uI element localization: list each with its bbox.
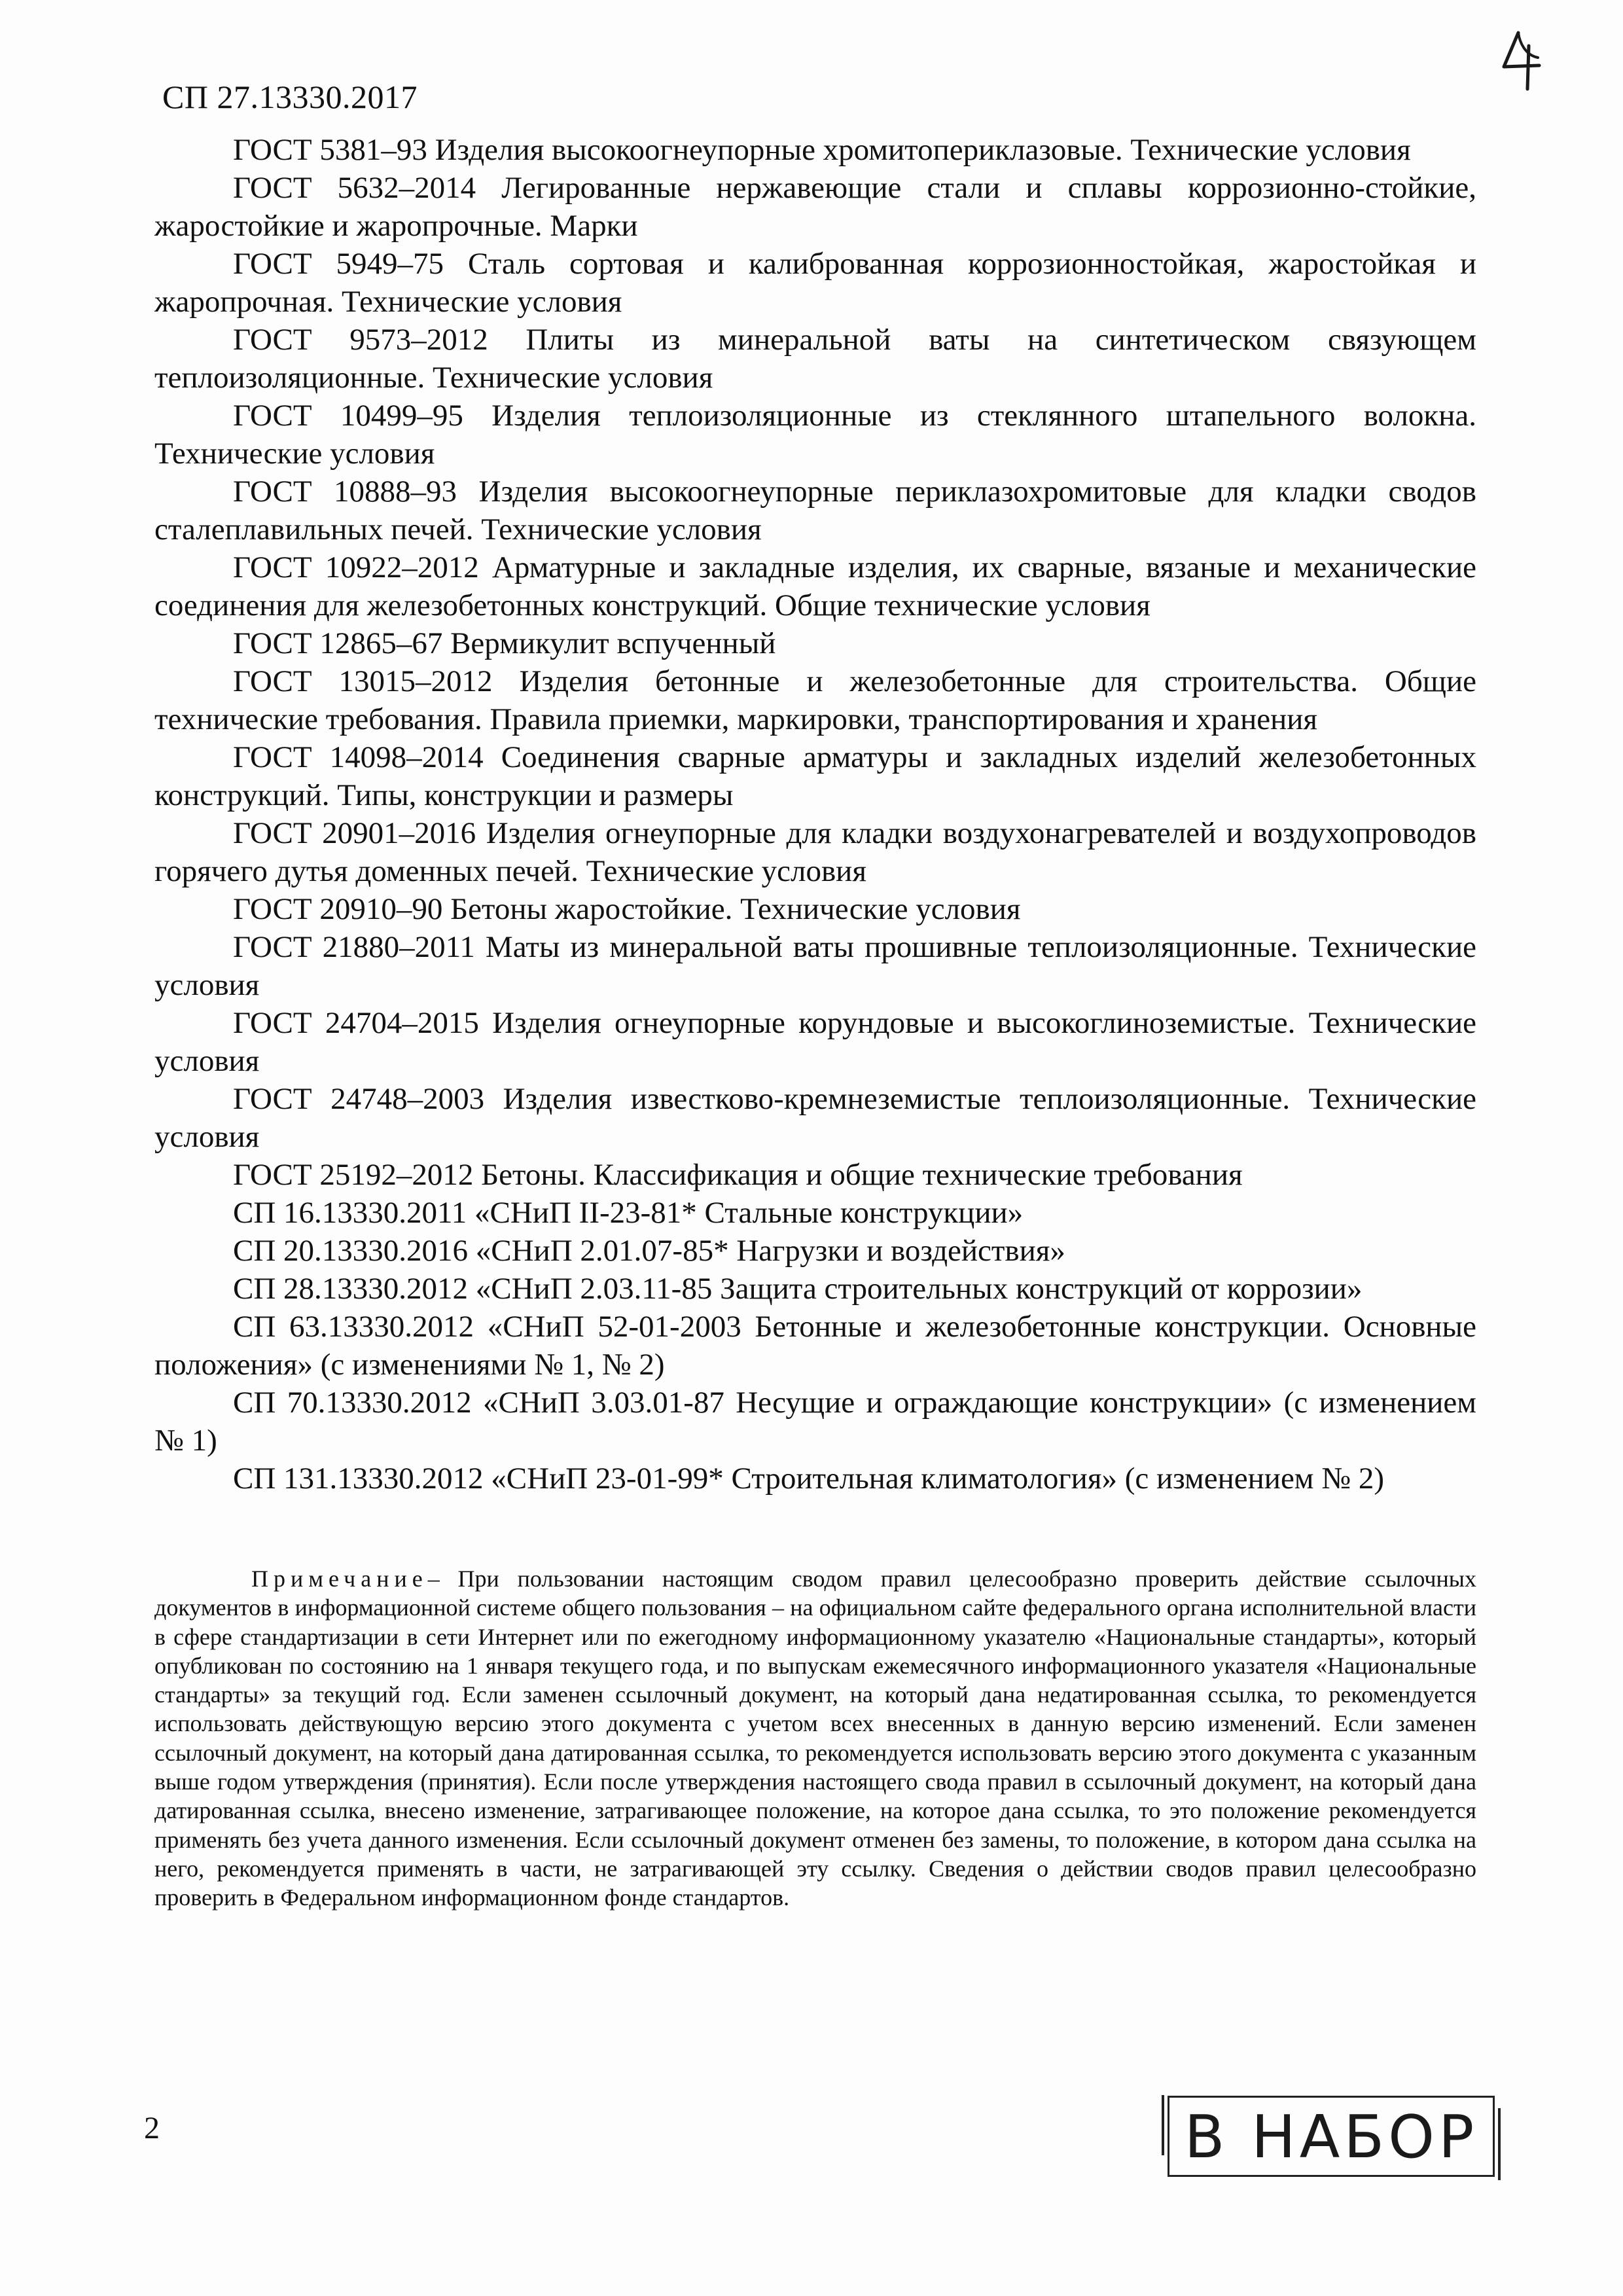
reference-item: ГОСТ 9573–2012 Плиты из минеральной ваты на синтетическом связующем теплоизоляционные. Технические условия <box>154 323 1476 395</box>
reference-item: ГОСТ 25192–2012 Бетоны. Классификация и общие технические требования <box>233 1158 1243 1192</box>
reference-item: ГОСТ 10888–93 Изделия высокоогнеупорные периклазохромитовые для кладки сводов сталеплавильных печей. Технические условия <box>154 475 1476 547</box>
reference-item: ГОСТ 20910–90 Бетоны жаростойкие. Технические условия <box>233 892 1021 926</box>
reference-item: ГОСТ 20901–2016 Изделия огнеупорные для кладки воздухонагревателей и воздухопроводов горячего дутья доменных печей. Технические условия <box>154 816 1476 888</box>
stamp-box <box>1168 2096 1495 2177</box>
handwritten-page-mark <box>1499 29 1551 92</box>
reference-item: СП 28.13330.2012 «СНиП 2.03.11-85 Защита строительных конструкций от коррозии» <box>233 1272 1363 1306</box>
reference-item: СП 20.13330.2016 «СНиП 2.01.07-85* Нагрузки и воздействия» <box>233 1234 1065 1268</box>
note-label: Примечание <box>251 1566 428 1592</box>
document-code: СП 27.13330.2017 <box>162 79 418 115</box>
reference-item: ГОСТ 5632–2014 Легированные нержавеющие стали и сплавы коррозионно-стойкие, жаростойкие и жаропрочные. Марки <box>154 171 1476 243</box>
note-paragraph <box>154 1564 1476 1912</box>
reference-item: СП 16.13330.2011 «СНиП II-23-81* Стальные конструкции» <box>233 1196 1024 1230</box>
reference-item: ГОСТ 12865–67 Вермикулит вспученный <box>233 626 776 660</box>
normative-references-list <box>154 131 1476 1498</box>
stamp-text: В НАБОР <box>1184 2103 1478 2172</box>
reference-item: ГОСТ 13015–2012 Изделия бетонные и железобетонные для строительства. Общие технические требования. Правила приемки, маркировки, транспортирования и хранения <box>154 664 1476 736</box>
reference-item: ГОСТ 5949–75 Сталь сортовая и калиброванная коррозионностойкая, жаростойкая и жаропрочная. Технические условия <box>154 247 1476 319</box>
reference-item: СП 131.13330.2012 «СНиП 23-01-99* Строительная климатология» (с изменением № 2) <box>233 1462 1385 1496</box>
reference-item: ГОСТ 14098–2014 Соединения сварные арматуры и закладных изделий железобетонных конструкций. Типы, конструкции и размеры <box>154 740 1476 812</box>
reference-item: СП 70.13330.2012 «СНиП 3.03.01-87 Несущие и ограждающие конструкции» (с изменением № 1) <box>154 1386 1476 1458</box>
reference-item: ГОСТ 24704–2015 Изделия огнеупорные корундовые и высокоглиноземистые. Технические условия <box>154 1006 1476 1078</box>
reference-item: ГОСТ 10922–2012 Арматурные и закладные изделия, их сварные, вязаные и механические соединения для железобетонных конструкций. Общие технические условия <box>154 550 1476 622</box>
reference-item: ГОСТ 5381–93 Изделия высокоогнеупорные хромитопериклазовые. Технические условия <box>233 133 1411 167</box>
reference-item: ГОСТ 10499–95 Изделия теплоизоляционные из стеклянного штапельного волокна. Технические условия <box>154 399 1476 471</box>
page-number: 2 <box>144 2111 160 2145</box>
reference-item: ГОСТ 24748–2003 Изделия известково-кремнеземистые теплоизоляционные. Технические условия <box>154 1082 1476 1154</box>
note-text: – При пользовании настоящим сводом правил целесообразно проверить действие ссылочных документов в информационной системе общего пользования – на официальном сайте федерального органа исполнительной власти в сфере стандартизации в сети Интернет или по ежегодному информационному указателю «Национальные стандарты», который опубликован по состоянию на 1 января текущего года, и по выпускам ежемесячного информационного указателя «Национальные стандарты» за текущий год. Если заменен ссылочный документ, на который дана недатированная ссылка, то рекомендуется использовать действующую версию этого документа с учетом всех внесенных в данную версию изменений. Если заменен ссылочный документ, на который дана датированная ссылка, то рекомендуется использовать версию этого документа с указанным выше годом утверждения (принятия). Если после утверждения настоящего свода правил в ссылочный документ, на который дана датированная ссылка, внесено изменение, затрагивающее положение, на которое дана ссылка, то это положение рекомендуется применять без учета данного изменения. Если ссылочный документ отменен без замены, то положение, в котором дана ссылка на него, рекомендуется применять в части, не затрагивающей эту ссылку. Сведения о действии сводов правил целесообразно проверить в Федеральном информационном фонде стандартов. <box>154 1566 1476 1911</box>
reference-item: ГОСТ 21880–2011 Маты из минеральной ваты прошивные теплоизоляционные. Технические условия <box>154 930 1476 1002</box>
reference-item: СП 63.13330.2012 «СНиП 52-01-2003 Бетонные и железобетонные конструкции. Основные положения» (с изменениями № 1, № 2) <box>154 1310 1476 1382</box>
